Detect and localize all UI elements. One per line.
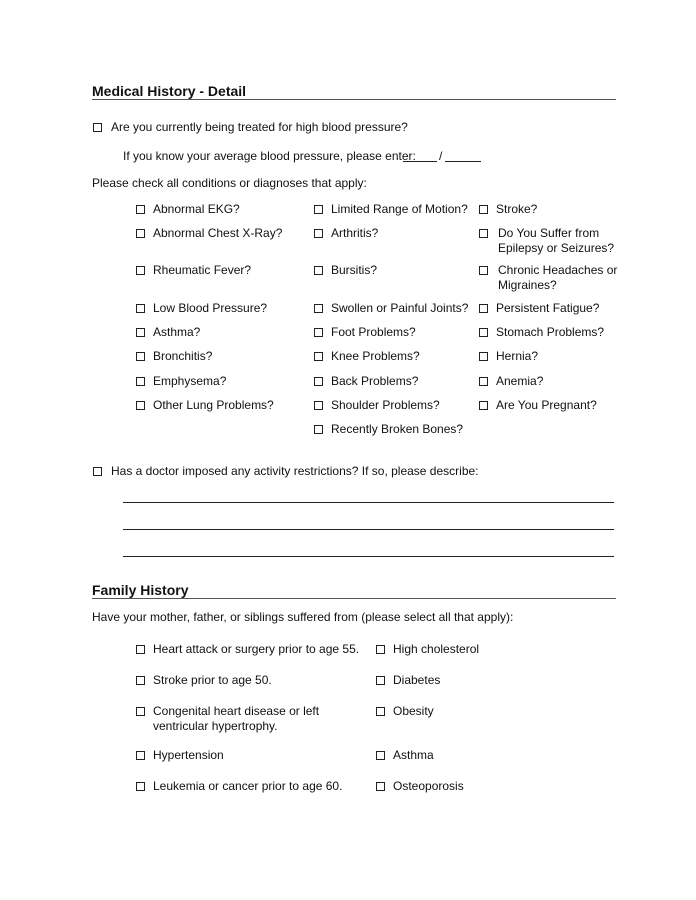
condition-checkbox[interactable] [479,266,488,275]
condition-checkbox[interactable] [479,229,488,238]
family-checkbox[interactable] [136,782,145,791]
condition-checkbox[interactable] [314,401,323,410]
condition-checkbox[interactable] [136,352,145,361]
bp-systolic-input[interactable] [403,161,437,162]
condition-label: Other Lung Problems? [153,398,274,412]
condition-checkbox[interactable] [479,205,488,214]
condition-label: Anemia? [496,374,544,388]
condition-checkbox[interactable] [314,352,323,361]
condition-label: Stroke? [496,202,538,216]
condition-checkbox[interactable] [136,229,145,238]
family-checkbox[interactable] [136,645,145,654]
condition-checkbox[interactable] [479,328,488,337]
restrictions-line-2[interactable] [123,529,614,530]
condition-checkbox[interactable] [314,304,323,313]
family-history-rule [92,598,616,599]
condition-checkbox[interactable] [136,401,145,410]
family-label: Osteoporosis [393,779,464,793]
condition-label: Do You Suffer from [498,226,600,240]
condition-label: Arthritis? [331,226,379,240]
condition-checkbox[interactable] [136,328,145,337]
condition-checkbox[interactable] [314,266,323,275]
condition-checkbox[interactable] [136,304,145,313]
family-history-title: Family History [92,582,189,598]
condition-label: Are You Pregnant? [496,398,597,412]
condition-checkbox[interactable] [314,377,323,386]
family-checkbox[interactable] [376,782,385,791]
condition-label-continued: Migraines? [498,278,557,292]
bp-separator: / [439,149,443,163]
family-label: Asthma [393,748,434,762]
restrictions-line-1[interactable] [123,502,614,503]
family-label: Leukemia or cancer prior to age 60. [153,779,343,793]
family-checkbox[interactable] [136,751,145,760]
condition-label: Swollen or Painful Joints? [331,301,469,315]
condition-checkbox[interactable] [314,205,323,214]
condition-label: Limited Range of Motion? [331,202,468,216]
condition-label-continued: Epilepsy or Seizures? [498,241,615,255]
family-checkbox[interactable] [136,707,145,716]
condition-label: Chronic Headaches or [498,263,618,277]
bp-treatment-label: Are you currently being treated for high blood pressure? [111,120,408,134]
condition-label: Low Blood Pressure? [153,301,268,315]
family-label: Stroke prior to age 50. [153,673,272,687]
condition-label: Persistent Fatigue? [496,301,600,315]
family-label: Diabetes [393,673,441,687]
condition-label: Bronchitis? [153,349,213,363]
condition-checkbox[interactable] [136,377,145,386]
family-label: High cholesterol [393,642,480,656]
condition-label: Emphysema? [153,374,227,388]
condition-label: Back Problems? [331,374,419,388]
condition-label: Asthma? [153,325,201,339]
condition-checkbox[interactable] [479,304,488,313]
medical-history-rule [92,99,616,100]
condition-label: Shoulder Problems? [331,398,440,412]
restrictions-label: Has a doctor imposed any activity restrictions? If so, please describe: [111,464,479,478]
condition-label: Stomach Problems? [496,325,605,339]
condition-checkbox[interactable] [136,205,145,214]
condition-label: Recently Broken Bones? [331,422,464,436]
condition-label: Foot Problems? [331,325,416,339]
condition-checkbox[interactable] [314,425,323,434]
family-label-continued: ventricular hypertrophy. [153,719,278,733]
condition-label: Bursitis? [331,263,378,277]
family-label: Hypertension [153,748,224,762]
condition-checkbox[interactable] [479,401,488,410]
condition-checkbox[interactable] [479,377,488,386]
condition-checkbox[interactable] [314,229,323,238]
condition-checkbox[interactable] [479,352,488,361]
condition-label: Knee Problems? [331,349,420,363]
family-label: Heart attack or surgery prior to age 55. [153,642,360,656]
family-history-prompt: Have your mother, father, or siblings suffered from (please select all that apply): [92,610,514,624]
condition-checkbox[interactable] [136,266,145,275]
restrictions-checkbox[interactable] [93,467,102,476]
bp-diastolic-input[interactable] [445,161,481,162]
family-checkbox[interactable] [376,751,385,760]
condition-checkbox[interactable] [314,328,323,337]
family-checkbox[interactable] [136,676,145,685]
conditions-prompt: Please check all conditions or diagnoses that apply: [92,176,367,190]
family-checkbox[interactable] [376,707,385,716]
condition-label: Hernia? [496,349,539,363]
bp-prompt: If you know your average blood pressure, please enter: [123,149,416,163]
family-label: Obesity [393,704,434,718]
bp-treatment-checkbox[interactable] [93,123,102,132]
medical-history-title: Medical History - Detail [92,83,247,99]
restrictions-line-3[interactable] [123,556,614,557]
condition-label: Rheumatic Fever? [153,263,252,277]
family-checkbox[interactable] [376,645,385,654]
condition-label: Abnormal Chest X-Ray? [153,226,283,240]
condition-label: Abnormal EKG? [153,202,240,216]
family-label: Congenital heart disease or left [153,704,320,718]
family-checkbox[interactable] [376,676,385,685]
